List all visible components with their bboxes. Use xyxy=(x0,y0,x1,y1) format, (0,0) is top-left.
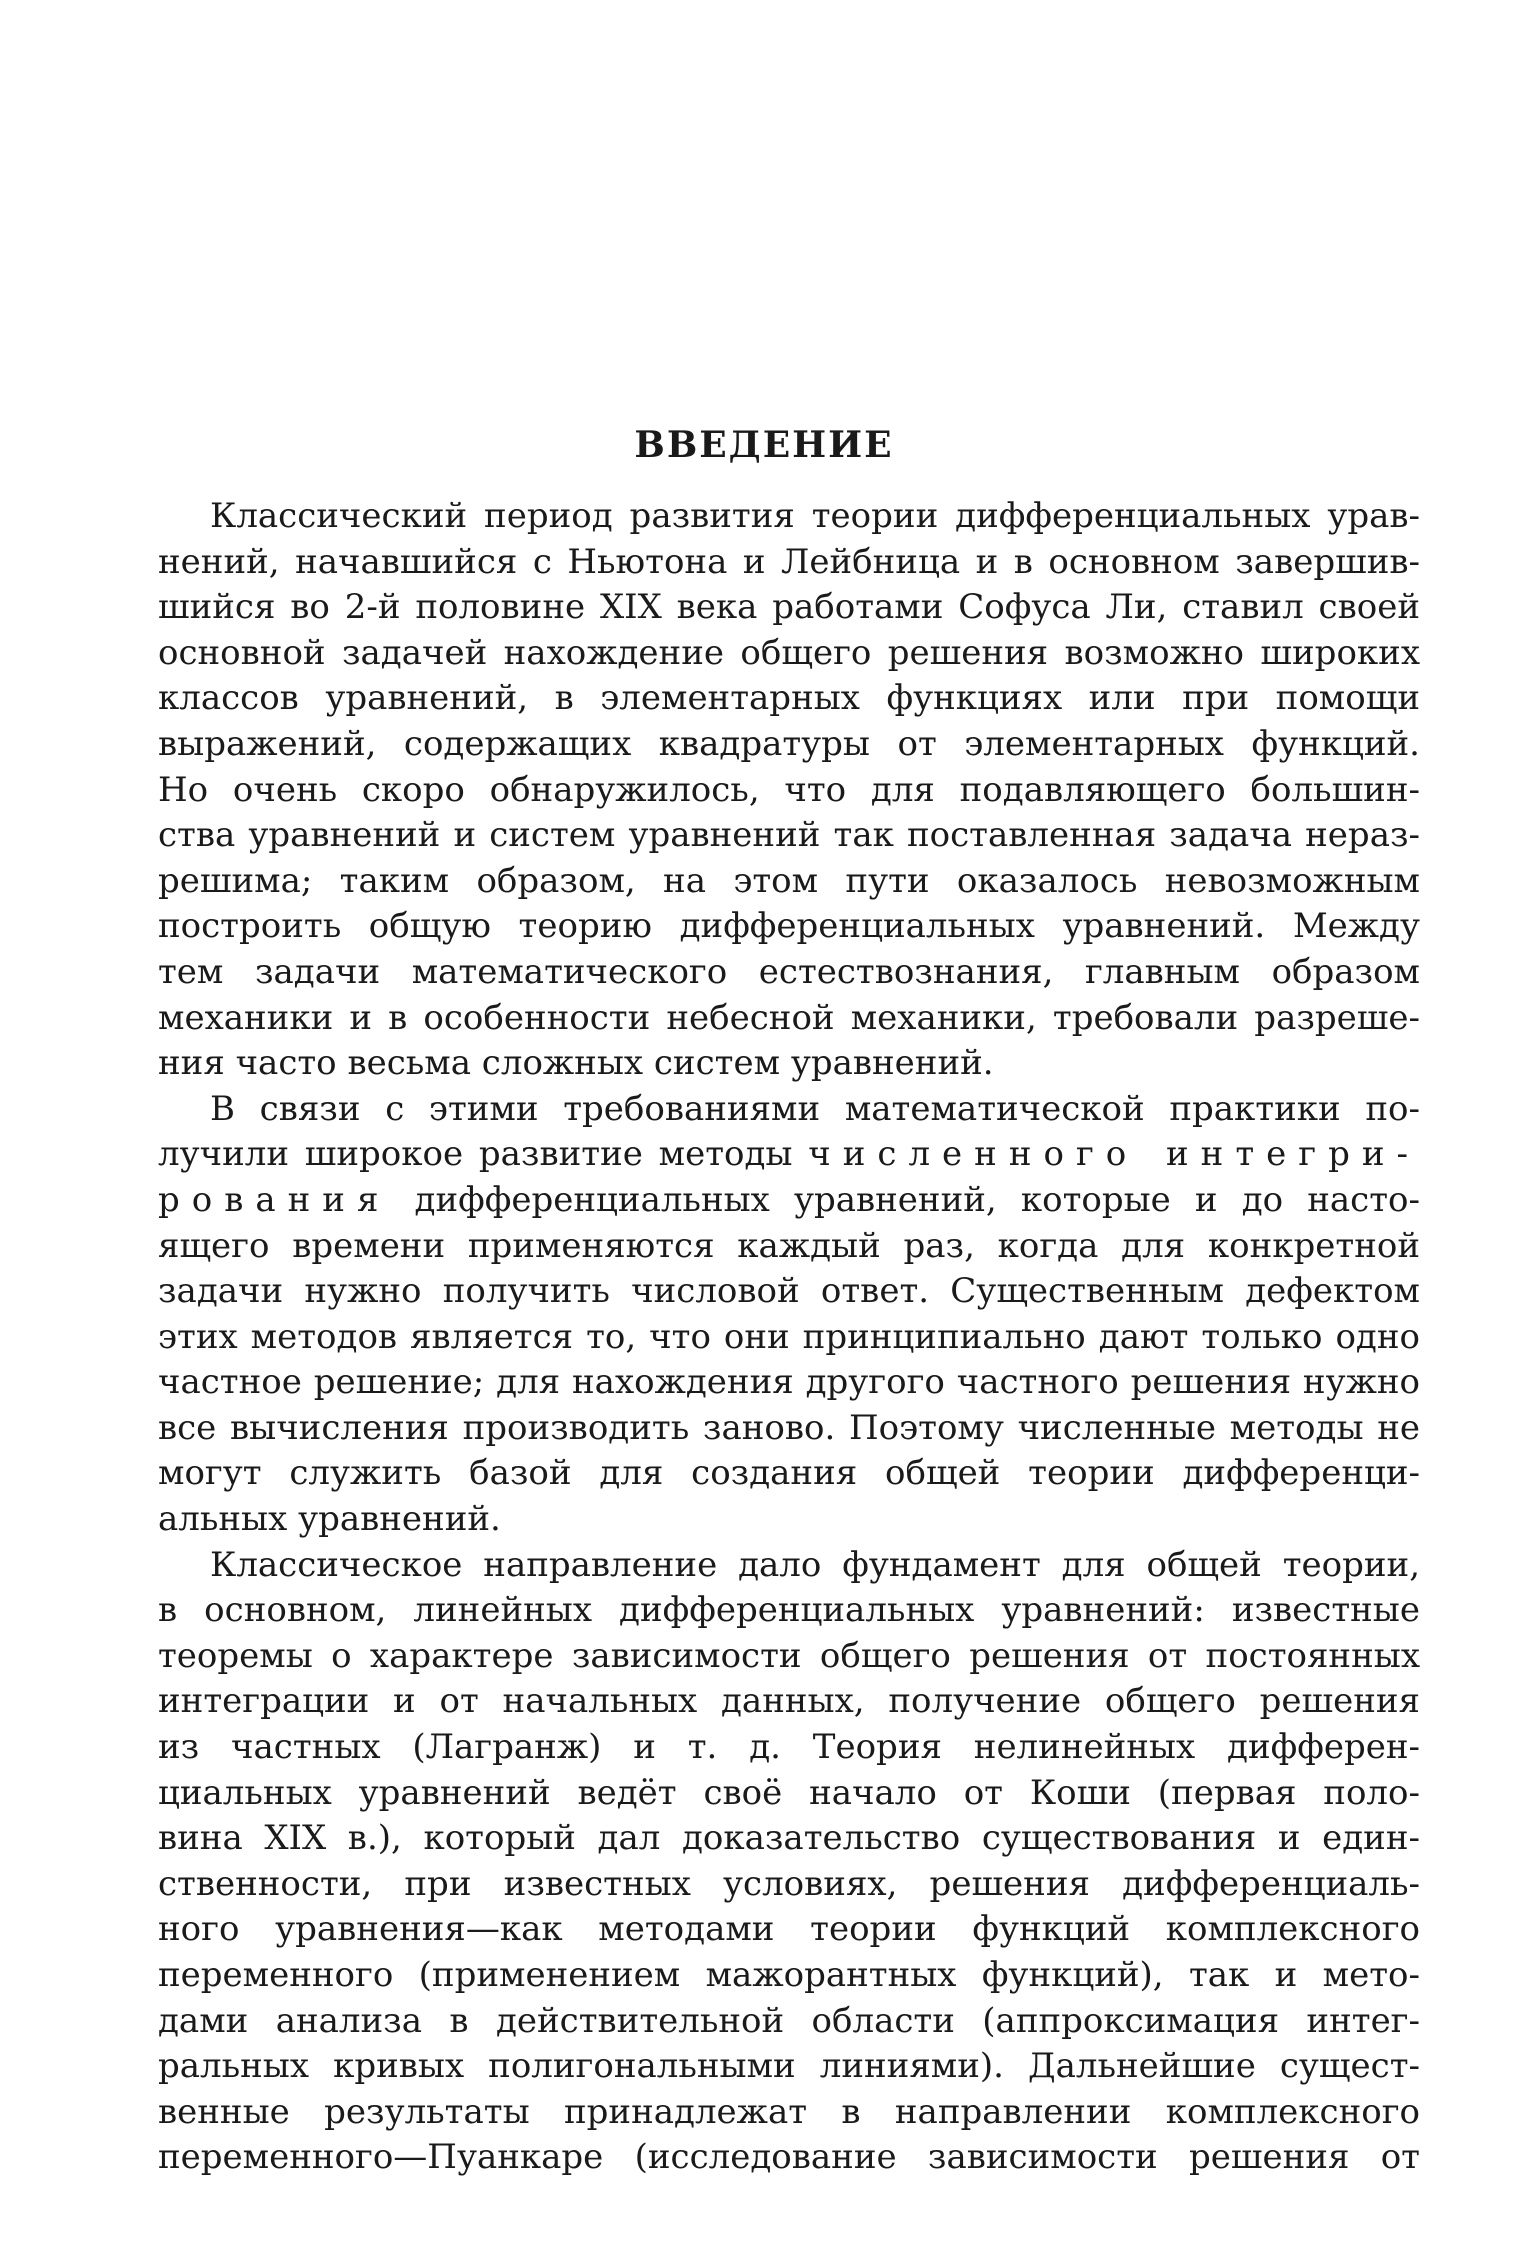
text-line: альных уравнений. xyxy=(158,1499,501,1540)
text-line: построить общую теорию дифференциальных уравнений. Между xyxy=(158,906,1420,947)
text-line: ства уравнений и систем уравнений так поставленная задача нераз- xyxy=(158,815,1420,856)
text-line: основной задачей нахождение общего решения возможно широких xyxy=(158,632,1420,673)
text-line: решима; таким образом, на этом пути оказалось невозможным xyxy=(158,860,1420,901)
text-line: ящего времени применяются каждый раз, когда для конкретной xyxy=(158,1225,1420,1266)
text-line: вина XIX в.), который дал доказательство существования и един- xyxy=(158,1818,1420,1859)
text-line: ральных кривых полигональными линиями). Дальнейшие сущест- xyxy=(158,2046,1420,2087)
text-line: Классическое направление дало фундамент для общей теории, xyxy=(210,1544,1420,1585)
text-line: Классический период развития теории дифференциальных урав- xyxy=(210,496,1420,536)
text-line: нений, начавшийся с Ньютона и Лейбница и в основном завершив- xyxy=(158,541,1420,582)
text-line: переменного (применением мажорантных функций), так и мето- xyxy=(158,1955,1420,1995)
text-line xyxy=(158,1178,1420,1224)
text-line: выражений, содержащих квадратуры от элементарных функций. xyxy=(158,723,1420,764)
text-fragment: лучили широкое развитие методы xyxy=(158,1134,809,1175)
text-line: могут служить базой для создания общей теории дифференци- xyxy=(158,1453,1420,1494)
body-text xyxy=(158,494,1420,2181)
paragraph-1 xyxy=(158,494,1420,1087)
spaced-emphasis: численного интегри- xyxy=(808,1134,1420,1175)
text-line xyxy=(158,1132,1420,1178)
text-line: шийся во 2-й половине XIX века работами Софуса Ли, ставил своей xyxy=(158,587,1420,628)
text-line: ния часто весьма сложных систем уравнений. xyxy=(158,1043,994,1084)
text-line: ственности, при известных условиях, решения дифференциаль- xyxy=(158,1863,1420,1904)
text-line: тем задачи математического естествознания, главным образом xyxy=(158,951,1420,992)
text-line: классов уравнений, в элементарных функциях или при помощи xyxy=(158,678,1420,719)
text-line: интеграции и от начальных данных, получение общего решения xyxy=(158,1681,1420,1722)
text-line: частное решение; для нахождения другого частного решения нужно xyxy=(158,1362,1420,1403)
paragraph-3 xyxy=(158,1543,1420,2181)
text-line: дами анализа в действительной области (аппроксимация интег- xyxy=(158,2000,1420,2041)
spaced-emphasis: рования xyxy=(158,1179,391,1220)
text-line: циальных уравнений ведёт своё начало от Коши (первая поло- xyxy=(158,1772,1420,1813)
text-line: теоремы о характере зависимости общего решения от постоянных xyxy=(158,1635,1420,1676)
text-fragment: дифференциальных уравнений, которые и до насто- xyxy=(390,1179,1420,1220)
text-line: механики и в особенности небесной механики, требовали разреше- xyxy=(158,997,1420,1038)
text-line: из частных (Лагранж) и т. д. Теория нелинейных дифферен- xyxy=(158,1727,1420,1768)
text-line: венные результаты принадлежат в направлении комплексного xyxy=(158,2091,1420,2132)
text-line: Но очень скоро обнаружилось, что для подавляющего большин- xyxy=(158,769,1420,810)
paragraph-2 xyxy=(158,1087,1420,1543)
text-line: все вычисления производить заново. Поэтому численные методы не xyxy=(158,1407,1420,1448)
text-line: ного уравнения—как методами теории функций комплексного xyxy=(158,1909,1420,1950)
text-line: в основном, линейных дифференциальных уравнений: известные xyxy=(158,1590,1420,1631)
text-line: этих методов является то, что они принципиально дают только одно xyxy=(158,1316,1420,1357)
text-line: задачи нужно получить числовой ответ. Существенным дефектом xyxy=(158,1271,1420,1312)
page-title: ВВЕДЕНИЕ xyxy=(634,424,894,466)
text-line: переменного—Пуанкаре (исследование зависимости решения от xyxy=(158,2137,1420,2178)
text-line: В связи с этими требованиями математической практики по- xyxy=(210,1088,1420,1129)
